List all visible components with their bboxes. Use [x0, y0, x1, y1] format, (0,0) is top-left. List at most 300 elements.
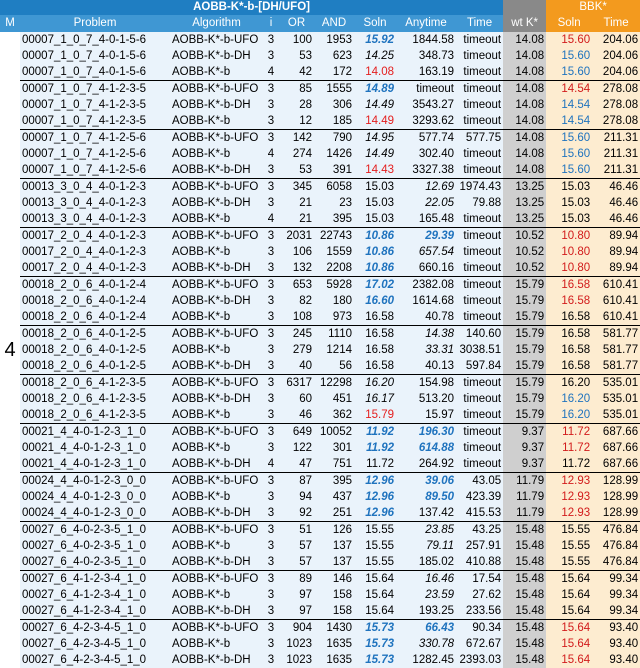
and-cell: 56 [314, 358, 354, 375]
bbk-soln-cell: 11.72 [546, 440, 592, 456]
table-row [0, 130, 640, 147]
soln-cell: 14.49 [354, 97, 396, 113]
and-cell: 1430 [314, 620, 354, 637]
problem-cell: 00027_6_4-1-2-3-4_1_0 [20, 587, 170, 603]
anytime-cell: 40.78 [396, 309, 456, 326]
bbk-time-cell: 581.77 [592, 358, 640, 375]
and-cell: 623 [314, 48, 354, 64]
table-row [0, 489, 640, 505]
anytime-cell: 513.20 [396, 391, 456, 407]
table-row [0, 48, 640, 64]
and-cell: 1953 [314, 32, 354, 48]
time-cell: timeout [456, 113, 503, 130]
wtk-cell: 15.48 [503, 652, 546, 668]
i-cell: 3 [263, 130, 279, 147]
algorithm-cell: AOBB-K*-b [170, 211, 263, 228]
i-cell: 3 [263, 571, 279, 588]
table-row [0, 309, 640, 326]
table-row [0, 97, 640, 113]
i-cell: 3 [263, 489, 279, 505]
algorithm-cell: AOBB-K*-b-UFO [170, 620, 263, 637]
and-cell: 1635 [314, 652, 354, 668]
or-cell: 106 [279, 244, 314, 260]
soln-cell: 15.73 [354, 636, 396, 652]
time-cell: timeout [456, 277, 503, 294]
i-cell: 4 [263, 456, 279, 473]
soln-cell: 15.03 [354, 211, 396, 228]
bbk-soln-cell: 15.03 [546, 211, 592, 228]
time-cell: 597.84 [456, 358, 503, 375]
bbk-time-cell: 535.01 [592, 375, 640, 392]
wtk-cell: 14.08 [503, 162, 546, 179]
wtk-cell: 15.48 [503, 554, 546, 571]
table-row [0, 587, 640, 603]
or-cell: 92 [279, 505, 314, 522]
wtk-cell: 14.08 [503, 113, 546, 130]
table-row [0, 505, 640, 522]
bbk-soln-cell: 15.60 [546, 162, 592, 179]
and-cell: 158 [314, 587, 354, 603]
bbk-soln-cell: 15.60 [546, 32, 592, 48]
i-cell: 3 [263, 391, 279, 407]
bbk-soln-cell: 15.64 [546, 652, 592, 668]
anytime-cell: 302.40 [396, 146, 456, 162]
i-cell: 3 [263, 473, 279, 490]
algorithm-cell: AOBB-K*-b-UFO [170, 32, 263, 48]
algorithm-cell: AOBB-K*-b-UFO [170, 130, 263, 147]
or-cell: 51 [279, 522, 314, 539]
table-row [0, 64, 640, 81]
problem-cell: 00018_2_0_6_4-1-2-3-5 [20, 391, 170, 407]
i-cell: 3 [263, 538, 279, 554]
and-cell: 137 [314, 554, 354, 571]
wtk-cell: 15.79 [503, 375, 546, 392]
col-header-wtk: wt K* [503, 15, 546, 32]
problem-cell: 00018_2_0_6_4-0-1-2-4 [20, 277, 170, 294]
results-body [0, 32, 640, 668]
time-cell: 17.54 [456, 571, 503, 588]
i-cell: 3 [263, 587, 279, 603]
bbk-soln-cell: 12.93 [546, 489, 592, 505]
table-row [0, 342, 640, 358]
algorithm-cell: AOBB-K*-b-UFO [170, 277, 263, 294]
anytime-cell: 33.31 [396, 342, 456, 358]
table-row [0, 358, 640, 375]
and-cell: 395 [314, 211, 354, 228]
or-cell: 85 [279, 81, 314, 98]
or-cell: 97 [279, 587, 314, 603]
anytime-cell: 3543.27 [396, 97, 456, 113]
table-row [0, 260, 640, 277]
algorithm-cell: AOBB-K*-b-UFO [170, 228, 263, 245]
time-cell: timeout [456, 424, 503, 441]
wtk-cell: 11.79 [503, 489, 546, 505]
table-row [0, 81, 640, 98]
problem-cell: 00024_4_4-0-1-2-3_0_0 [20, 505, 170, 522]
bbk-soln-cell: 16.20 [546, 391, 592, 407]
table-row [0, 244, 640, 260]
algorithm-cell: AOBB-K*-b-DH [170, 456, 263, 473]
and-cell: 395 [314, 473, 354, 490]
algorithm-cell: AOBB-K*-b-DH [170, 293, 263, 309]
bbk-soln-cell: 15.60 [546, 146, 592, 162]
anytime-cell: 137.42 [396, 505, 456, 522]
table-row [0, 440, 640, 456]
bbk-soln-cell: 15.64 [546, 571, 592, 588]
algorithm-cell: AOBB-K*-b-UFO [170, 571, 263, 588]
and-cell: 451 [314, 391, 354, 407]
bbk-time-cell: 128.99 [592, 505, 640, 522]
time-cell: 410.88 [456, 554, 503, 571]
problem-cell: 00007_1_0_7_4-1-2-5-6 [20, 162, 170, 179]
soln-cell: 11.92 [354, 424, 396, 441]
table-row [0, 603, 640, 620]
algorithm-cell: AOBB-K*-b [170, 636, 263, 652]
anytime-cell: 660.16 [396, 260, 456, 277]
bbk-time-cell: 128.99 [592, 473, 640, 490]
wtk-cell: 14.08 [503, 48, 546, 64]
or-cell: 57 [279, 538, 314, 554]
i-cell: 3 [263, 522, 279, 539]
col-header-algorithm: Algorithm [170, 15, 263, 32]
time-cell: 233.56 [456, 603, 503, 620]
or-cell: 87 [279, 473, 314, 490]
column-header-row [0, 15, 640, 32]
wtk-cell: 15.79 [503, 326, 546, 343]
col-header-or: OR [279, 15, 314, 32]
bbk-time-cell: 89.94 [592, 244, 640, 260]
soln-cell: 16.20 [354, 375, 396, 392]
soln-cell: 15.79 [354, 407, 396, 424]
wtk-cell: 15.79 [503, 293, 546, 309]
and-cell: 973 [314, 309, 354, 326]
and-cell: 6058 [314, 179, 354, 196]
bbk-time-cell: 687.66 [592, 440, 640, 456]
time-cell: 3038.51 [456, 342, 503, 358]
problem-cell: 00018_2_0_6_4-1-2-3-5 [20, 407, 170, 424]
or-cell: 21 [279, 195, 314, 211]
time-cell: timeout [456, 228, 503, 245]
or-cell: 94 [279, 489, 314, 505]
and-cell: 185 [314, 113, 354, 130]
anytime-cell: 154.98 [396, 375, 456, 392]
anytime-cell: 39.06 [396, 473, 456, 490]
table-row [0, 554, 640, 571]
bbk-time-cell: 581.77 [592, 342, 640, 358]
problem-cell: 00027_6_4-0-2-3-5_1_0 [20, 538, 170, 554]
wtk-cell: 15.48 [503, 620, 546, 637]
i-cell: 3 [263, 228, 279, 245]
time-cell: timeout [456, 309, 503, 326]
problem-cell: 00007_1_0_7_4-1-2-5-6 [20, 146, 170, 162]
and-cell: 362 [314, 407, 354, 424]
problem-cell: 00007_1_0_7_4-1-2-5-6 [20, 130, 170, 147]
bbk-time-cell: 204.06 [592, 48, 640, 64]
time-cell: 577.75 [456, 130, 503, 147]
bbk-soln-cell: 15.03 [546, 195, 592, 211]
time-cell: 257.91 [456, 538, 503, 554]
anytime-cell: 657.54 [396, 244, 456, 260]
algorithm-cell: AOBB-K*-b-UFO [170, 473, 263, 490]
time-cell: timeout [456, 211, 503, 228]
time-cell: timeout [456, 97, 503, 113]
i-cell: 3 [263, 48, 279, 64]
or-cell: 28 [279, 97, 314, 113]
and-cell: 10052 [314, 424, 354, 441]
algorithm-cell: AOBB-K*-b-UFO [170, 179, 263, 196]
i-cell: 3 [263, 309, 279, 326]
i-cell: 3 [263, 32, 279, 48]
and-cell: 1214 [314, 342, 354, 358]
wtk-cell: 10.52 [503, 228, 546, 245]
table-row [0, 522, 640, 539]
or-cell: 245 [279, 326, 314, 343]
time-cell: timeout [456, 244, 503, 260]
i-cell: 3 [263, 603, 279, 620]
and-cell: 1555 [314, 81, 354, 98]
time-cell: 140.60 [456, 326, 503, 343]
bbk-soln-cell: 16.20 [546, 375, 592, 392]
and-cell: 2208 [314, 260, 354, 277]
algorithm-cell: AOBB-K*-b-DH [170, 97, 263, 113]
anytime-cell: 66.43 [396, 620, 456, 637]
i-cell: 4 [263, 146, 279, 162]
col-header-m: M [0, 15, 20, 32]
bbk-time-cell: 211.31 [592, 130, 640, 147]
bbk-soln-cell: 11.72 [546, 456, 592, 473]
bbk-soln-cell: 12.93 [546, 505, 592, 522]
soln-cell: 12.96 [354, 473, 396, 490]
col-header-time: Time [456, 15, 503, 32]
anytime-cell: 40.13 [396, 358, 456, 375]
and-cell: 137 [314, 538, 354, 554]
bbk-time-cell: 278.08 [592, 113, 640, 130]
or-cell: 82 [279, 293, 314, 309]
problem-cell: 00007_1_0_7_4-0-1-5-6 [20, 32, 170, 48]
and-cell: 790 [314, 130, 354, 147]
problem-cell: 00021_4_4-0-1-2-3_1_0 [20, 456, 170, 473]
anytime-cell: 12.69 [396, 179, 456, 196]
algorithm-cell: AOBB-K*-b [170, 342, 263, 358]
algorithm-cell: AOBB-K*-b-DH [170, 358, 263, 375]
algorithm-cell: AOBB-K*-b-DH [170, 48, 263, 64]
bbk-time-cell: 610.41 [592, 293, 640, 309]
and-cell: 1635 [314, 636, 354, 652]
anytime-cell: 2382.08 [396, 277, 456, 294]
bbk-time-cell: 476.84 [592, 522, 640, 539]
algorithm-cell: AOBB-K*-b [170, 113, 263, 130]
time-cell: 415.53 [456, 505, 503, 522]
and-cell: 146 [314, 571, 354, 588]
bbk-soln-cell: 15.03 [546, 179, 592, 196]
i-cell: 3 [263, 620, 279, 637]
table-row [0, 113, 640, 130]
wtk-cell: 10.52 [503, 244, 546, 260]
soln-cell: 12.96 [354, 505, 396, 522]
algorithm-cell: AOBB-K*-b [170, 587, 263, 603]
soln-cell: 14.43 [354, 162, 396, 179]
soln-cell: 15.73 [354, 620, 396, 637]
table-row [0, 538, 640, 554]
soln-cell: 11.92 [354, 440, 396, 456]
bbk-soln-cell: 14.54 [546, 97, 592, 113]
col-header-i: i [263, 15, 279, 32]
soln-cell: 15.55 [354, 522, 396, 539]
or-cell: 6317 [279, 375, 314, 392]
and-cell: 437 [314, 489, 354, 505]
and-cell: 5928 [314, 277, 354, 294]
problem-cell: 00018_2_0_6_4-0-1-2-5 [20, 358, 170, 375]
algorithm-cell: AOBB-K*-b-DH [170, 652, 263, 668]
soln-cell: 14.08 [354, 64, 396, 81]
problem-cell: 00027_6_4-0-2-3-5_1_0 [20, 554, 170, 571]
bbk-time-cell: 99.34 [592, 603, 640, 620]
wtk-cell: 13.25 [503, 195, 546, 211]
soln-cell: 14.25 [354, 48, 396, 64]
wtk-cell: 15.79 [503, 407, 546, 424]
anytime-cell: 3293.62 [396, 113, 456, 130]
anytime-cell: 193.25 [396, 603, 456, 620]
soln-cell: 16.58 [354, 342, 396, 358]
problem-cell: 00013_3_0_4_4-0-1-2-3 [20, 211, 170, 228]
bbk-soln-cell: 14.54 [546, 81, 592, 98]
soln-cell: 15.64 [354, 571, 396, 588]
time-cell: timeout [456, 162, 503, 179]
table-row [0, 293, 640, 309]
and-cell: 22743 [314, 228, 354, 245]
algorithm-cell: AOBB-K*-b-DH [170, 260, 263, 277]
time-cell: 43.25 [456, 522, 503, 539]
soln-cell: 15.64 [354, 587, 396, 603]
wtk-cell: 15.79 [503, 277, 546, 294]
and-cell: 12298 [314, 375, 354, 392]
anytime-cell: 163.19 [396, 64, 456, 81]
or-cell: 108 [279, 309, 314, 326]
i-cell: 3 [263, 652, 279, 668]
bbk-soln-cell: 15.64 [546, 636, 592, 652]
bbk-soln-cell: 15.55 [546, 554, 592, 571]
anytime-cell: 165.48 [396, 211, 456, 228]
table-row [0, 391, 640, 407]
problem-cell: 00018_2_0_6_4-1-2-3-5 [20, 375, 170, 392]
aobb-group-header: AOBB-K*-b-[DH/UFO] [0, 0, 503, 15]
bbk-time-cell: 687.66 [592, 424, 640, 441]
problem-cell: 00007_1_0_7_4-0-1-5-6 [20, 64, 170, 81]
algorithm-cell: AOBB-K*-b [170, 146, 263, 162]
bbk-time-cell: 46.46 [592, 179, 640, 196]
problem-cell: 00007_1_0_7_4-1-2-3-5 [20, 97, 170, 113]
bbk-time-cell: 204.06 [592, 64, 640, 81]
bbk-soln-cell: 16.58 [546, 277, 592, 294]
time-cell: timeout [456, 440, 503, 456]
wtk-cell: 9.37 [503, 440, 546, 456]
problem-cell: 00021_4_4-0-1-2-3_1_0 [20, 440, 170, 456]
wtk-cell: 9.37 [503, 424, 546, 441]
or-cell: 57 [279, 554, 314, 571]
bbk-time-cell: 535.01 [592, 407, 640, 424]
soln-cell: 14.49 [354, 113, 396, 130]
problem-cell: 00013_3_0_4_4-0-1-2-3 [20, 195, 170, 211]
col-header-problem: Problem [20, 15, 170, 32]
table-row [0, 375, 640, 392]
soln-cell: 15.73 [354, 652, 396, 668]
and-cell: 1559 [314, 244, 354, 260]
problem-cell: 00017_2_0_4_4-0-1-2-3 [20, 228, 170, 245]
i-cell: 3 [263, 424, 279, 441]
wtk-cell: 14.08 [503, 97, 546, 113]
bbk-time-cell: 46.46 [592, 211, 640, 228]
anytime-cell: 264.92 [396, 456, 456, 473]
bbk-soln-cell: 10.80 [546, 244, 592, 260]
wtk-cell: 11.79 [503, 505, 546, 522]
problem-cell: 00027_6_4-1-2-3-4_1_0 [20, 603, 170, 620]
soln-cell: 15.03 [354, 195, 396, 211]
anytime-cell: 22.05 [396, 195, 456, 211]
problem-cell: 00017_2_0_4_4-0-1-2-3 [20, 244, 170, 260]
bbk-time-cell: 99.34 [592, 571, 640, 588]
table-row [0, 146, 640, 162]
time-cell: timeout [456, 81, 503, 98]
and-cell: 126 [314, 522, 354, 539]
table-row [0, 32, 640, 48]
bbk-soln-cell: 15.64 [546, 620, 592, 637]
bbk-time-cell: 211.31 [592, 146, 640, 162]
bbk-soln-cell: 11.72 [546, 424, 592, 441]
algorithm-cell: AOBB-K*-b [170, 244, 263, 260]
soln-cell: 16.60 [354, 293, 396, 309]
algorithm-cell: AOBB-K*-b [170, 538, 263, 554]
table-row [0, 195, 640, 211]
anytime-cell: 330.78 [396, 636, 456, 652]
anytime-cell: 15.97 [396, 407, 456, 424]
or-cell: 122 [279, 440, 314, 456]
anytime-cell: 3327.38 [396, 162, 456, 179]
problem-cell: 00018_2_0_6_4-0-1-2-4 [20, 309, 170, 326]
problem-cell: 00017_2_0_4_4-0-1-2-3 [20, 260, 170, 277]
or-cell: 40 [279, 358, 314, 375]
soln-cell: 10.86 [354, 244, 396, 260]
algorithm-cell: AOBB-K*-b-UFO [170, 424, 263, 441]
bbk-soln-cell: 15.60 [546, 48, 592, 64]
col-header-bbk-soln: Soln [546, 15, 592, 32]
wtk-cell: 14.08 [503, 32, 546, 48]
and-cell: 180 [314, 293, 354, 309]
bbk-time-cell: 93.40 [592, 620, 640, 637]
bbk-time-cell: 476.84 [592, 538, 640, 554]
algorithm-cell: AOBB-K*-b-DH [170, 554, 263, 571]
bbk-time-cell: 278.08 [592, 97, 640, 113]
bbk-soln-cell: 15.60 [546, 64, 592, 81]
anytime-cell: 29.39 [396, 228, 456, 245]
i-cell: 3 [263, 97, 279, 113]
algorithm-cell: AOBB-K*-b-DH [170, 195, 263, 211]
algorithm-cell: AOBB-K*-b [170, 440, 263, 456]
table-row [0, 456, 640, 473]
i-cell: 3 [263, 179, 279, 196]
anytime-cell: 23.85 [396, 522, 456, 539]
and-cell: 751 [314, 456, 354, 473]
wtk-cell: 15.79 [503, 309, 546, 326]
table-row [0, 326, 640, 343]
bbk-soln-cell: 16.58 [546, 293, 592, 309]
algorithm-cell: AOBB-K*-b-UFO [170, 326, 263, 343]
i-cell: 3 [263, 505, 279, 522]
or-cell: 60 [279, 391, 314, 407]
time-cell: 27.62 [456, 587, 503, 603]
soln-cell: 14.89 [354, 81, 396, 98]
table-row [0, 652, 640, 668]
time-cell: timeout [456, 375, 503, 392]
